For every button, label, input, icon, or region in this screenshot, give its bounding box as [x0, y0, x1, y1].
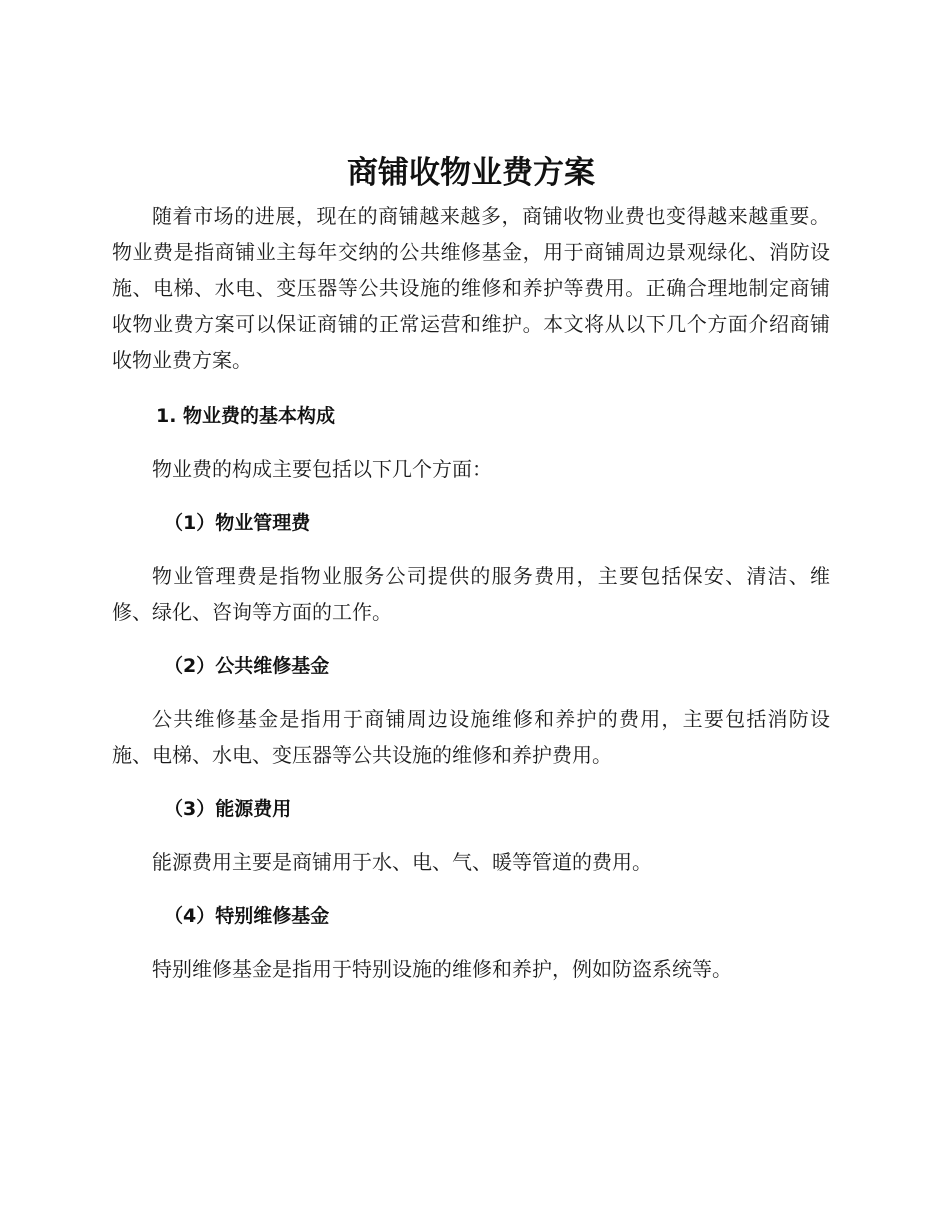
subheading-energy-fee: （3）能源费用: [164, 798, 292, 820]
paragraph-public-maintenance-fund: 公共维修基金是指用于商铺周边设施维修和养护的费用，主要包括消防设施、电梯、水电、变压器等公共设施的维修和养护费用。: [112, 707, 830, 767]
paragraph-energy-fee: 能源费用主要是商铺用于水、电、气、暖等管道的费用。: [152, 850, 652, 874]
document-title: 商铺收物业费方案: [347, 155, 595, 191]
intro-paragraph: 随着市场的进展，现在的商铺越来越多，商铺收物业费也变得越来越重要。物业费是指商铺业主每年交纳的公共维修基金，用于商铺周边景观绿化、消防设施、电梯、水电、变压器等公共设施的维修和养护等费用。正确合理地制定商铺收物业费方案可以保证商铺的正常运营和维护。本文将从以下几个方面介绍商铺收物业费方案。: [112, 204, 830, 372]
section-heading-composition: 1. 物业费的基本构成: [156, 405, 336, 427]
section-lead-paragraph: 物业费的构成主要包括以下几个方面：: [152, 457, 492, 481]
subheading-public-maintenance-fund: （2）公共维修基金: [164, 655, 330, 677]
subheading-special-maintenance-fund: （4）特别维修基金: [164, 905, 330, 927]
subheading-management-fee: （1）物业管理费: [164, 512, 311, 534]
paragraph-special-maintenance-fund: 特别维修基金是指用于特别设施的维修和养护，例如防盗系统等。: [152, 957, 732, 981]
paragraph-management-fee: 物业管理费是指物业服务公司提供的服务费用，主要包括保安、清洁、维修、绿化、咨询等方面的工作。: [112, 564, 830, 624]
document-body: [112, 148, 830, 987]
